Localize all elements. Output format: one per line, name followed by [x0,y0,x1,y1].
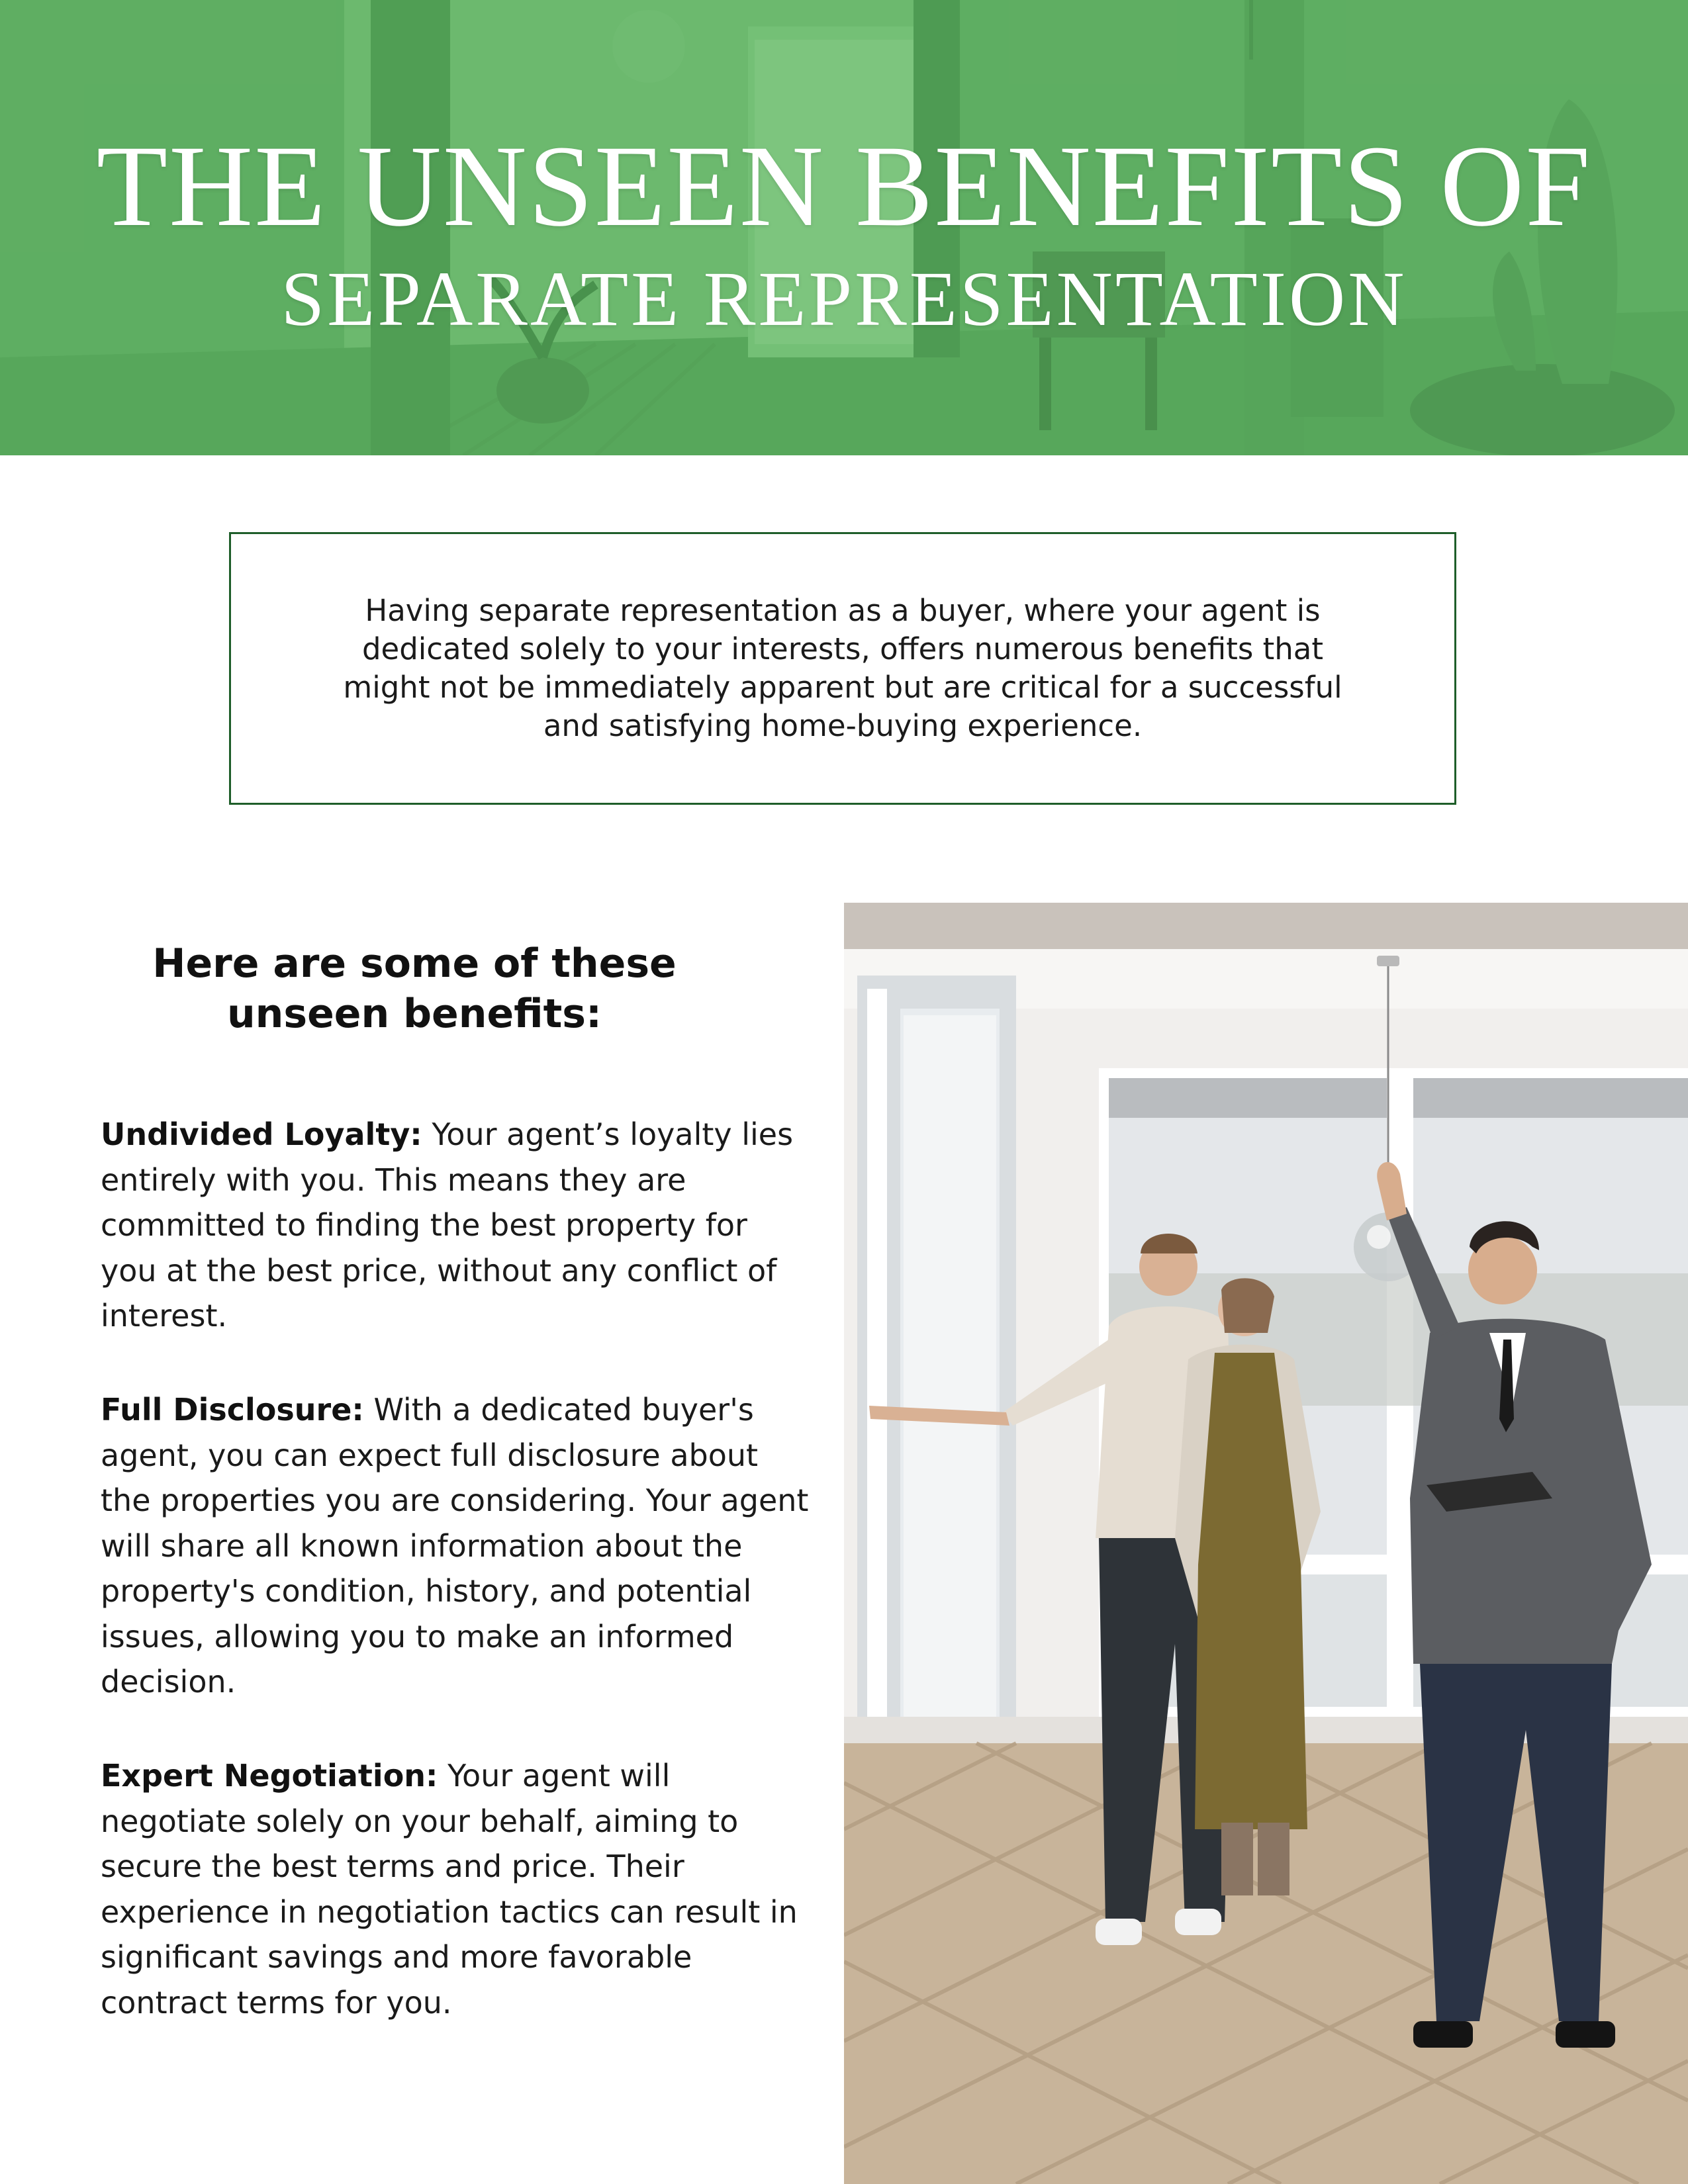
benefit-undivided-loyalty [101,1112,809,1339]
hero-title-line-1: THE UNSEEN BENEFITS OF [96,122,1592,251]
benefits-heading-line-1: Here are some of these [152,940,677,987]
benefit-full-disclosure [101,1387,809,1705]
hero-title-line-2: SEPARATE REPRESENTATION [281,255,1407,342]
intro-text: Having separate representation as a buyer, where your agent is dedicated solely to your interests, offers numerous benefits that might not be immediately apparent but are critical for a successful and satisfying home-buying experience. [343,593,1342,743]
benefit-expert-negotiation [101,1753,809,2025]
benefit-text: With a dedicated buyer's agent, you can expect full disclosure about the properties you are considering. Your agent will share all known information about the property's condition, history, and potential issues, allowing you to make an informed decision. [101,1392,809,1700]
agent-with-couple-photo [844,903,1688,2184]
photo-illustration [844,903,1688,2184]
benefit-title: Expert Negotiation: [101,1758,438,1794]
benefit-title: Full Disclosure: [101,1392,364,1428]
benefit-text: Your agent will negotiate solely on your behalf, aiming to secure the best terms and price. Their experience in negotiation tactics can result in significant savings and more favorable contract terms for you. [101,1758,798,2021]
benefit-title: Undivided Loyalty: [101,1116,422,1152]
benefit-text: Your agent’s loyalty lies entirely with you. This means they are committed to finding the best property for you at the best price, without any conflict of interest. [101,1116,794,1334]
intro-box [229,532,1456,805]
benefits-heading [101,938,728,1039]
hero-banner [0,0,1688,455]
benefits-heading-line-2: unseen benefits: [226,991,602,1037]
